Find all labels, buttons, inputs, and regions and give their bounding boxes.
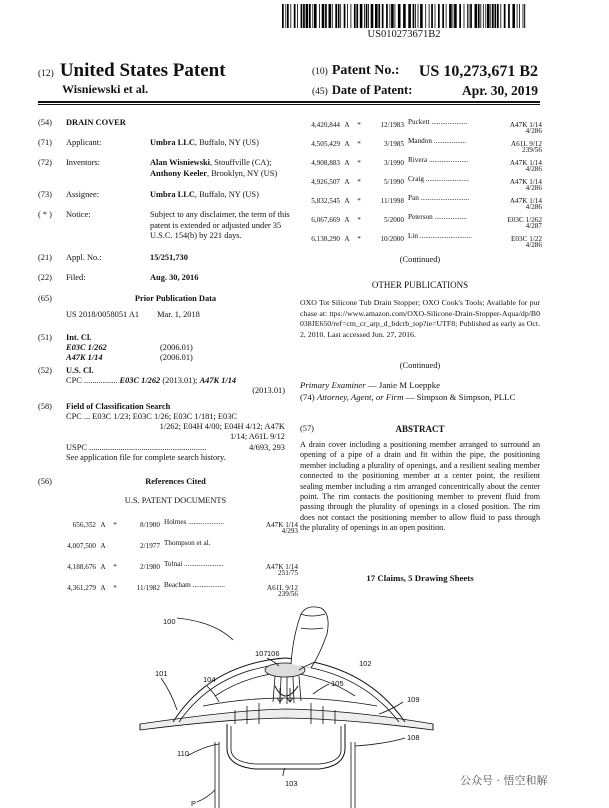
barcode-bar: [453, 4, 454, 28]
barcode-bar: [287, 4, 289, 28]
barcode-bar: [285, 4, 286, 28]
barcode-bar: [523, 4, 524, 28]
barcode-bar: [391, 4, 394, 28]
barcode-bar: [356, 4, 358, 28]
barcode-bar: [312, 4, 313, 28]
barcode-bar: [290, 4, 291, 28]
barcode-bar: [492, 4, 494, 28]
figure-label: 103: [285, 779, 298, 788]
barcode-bar: [297, 4, 298, 28]
barcode-bar: [431, 4, 433, 28]
reference-subclass: 4/286: [525, 127, 542, 135]
figure-label: 108: [407, 733, 420, 742]
barcode-bar: [347, 4, 348, 28]
barcode-bar: [378, 4, 380, 28]
barcode-bar: [519, 4, 520, 28]
barcode-bar: [314, 4, 317, 28]
figure-label: 109: [407, 695, 420, 704]
figure-label: 104: [203, 675, 216, 684]
barcode-bar: [395, 4, 396, 28]
figure-label: 100: [163, 617, 176, 626]
barcode-bar: [470, 4, 472, 28]
attorney: (74) Attorney, Agent, or Firm — Simpson & Simpson, PLLC: [300, 392, 516, 402]
figure-label: 106: [267, 649, 280, 658]
reference-subclass: 4/286: [525, 203, 542, 211]
barcode-bar: [504, 4, 506, 28]
other-publications-text: OXO Tot Silicone Tub Drain Stopper; OXO Cook's Tools; Available for purchase at: ttps://www.amazon.com/OXO-Silicone-Drain-Stopper-Aqua/dp/B0038JE650/ref=cm_cr_arp_d_bdcrb_top?ie=UTF8; Published as early as Oct. 2, 2010. Last accessed Jun. 27, 2016.: [300, 298, 540, 339]
barcode-bar: [338, 4, 340, 28]
barcode-bar: [386, 4, 388, 28]
figure-label: 102: [359, 659, 372, 668]
barcode-bar: [340, 4, 341, 28]
barcode-bar: [301, 4, 303, 28]
barcode-bar: [408, 4, 411, 28]
figure-label: P: [191, 799, 197, 808]
patent-date: Apr. 30, 2019: [461, 83, 538, 98]
barcode-bar: [351, 4, 352, 28]
barcode-bar: [375, 4, 378, 28]
other-publications-title: OTHER PUBLICATIONS: [371, 280, 469, 290]
barcode-bar: [354, 4, 356, 28]
patent-number: US 10,273,671 B2: [418, 63, 538, 80]
reference-subclass: 239/56: [278, 590, 298, 598]
reference-row: 656,352 A * 8/1900 Holmes .................... A47K 1/14: [72, 518, 298, 529]
barcode-bar: [464, 4, 465, 28]
reference-subclass: 4/286: [525, 241, 542, 249]
reference-row: 6,138,290 A * 10/2000 Lin ............................. E03C 1/22: [311, 232, 542, 243]
reference-row: 4,908,883 A * 3/1990 Rivera ...................... A47K 1/14: [311, 156, 542, 167]
barcode-bar: [306, 4, 309, 28]
barcode-bar: [512, 4, 515, 28]
reference-subclass: 4/293: [281, 527, 298, 535]
figure-label: 107: [255, 649, 268, 658]
invention-title: DRAIN COVER: [66, 118, 126, 127]
primary-examiner: Primary Examiner — Janie M Loeppke: [300, 380, 441, 390]
barcode-bar: [415, 4, 416, 28]
reference-row: 4,420,844 A * 12/1983 Puckett .................... A47K 1/14: [311, 118, 542, 129]
barcode-bar: [459, 4, 461, 28]
reference-row: 4,007,500 A 2/1977 Thompson et al.: [67, 539, 211, 550]
patent-date-line: (45) Date of Patent: Apr. 30, 2019: [312, 83, 538, 98]
barcode-bar: [487, 4, 490, 28]
barcode-bar: [508, 4, 510, 28]
reference-row: 4,505,429 A * 3/1985 Mandon .................. A61L 9/12: [311, 137, 542, 148]
drain-cover-drawing: [115, 606, 465, 808]
barcode-bar: [480, 4, 481, 28]
barcode-bar: [390, 4, 391, 28]
barcode-bar: [344, 4, 346, 28]
barcode-bar: [371, 4, 374, 28]
barcode-bar: [309, 4, 311, 28]
barcode-bar: [517, 4, 518, 28]
barcode-bar: [478, 4, 480, 28]
reference-subclass: 4/287: [525, 222, 542, 230]
barcode-bar: [294, 4, 296, 28]
barcode-bar: [322, 4, 325, 28]
barcode-bar: [469, 4, 470, 28]
barcode-bar: [418, 4, 419, 28]
reference-subclass: 4/286: [525, 165, 542, 173]
patent-number-line: (10) Patent No.: US 10,273,671 B2: [312, 63, 538, 80]
barcode-bar: [497, 4, 499, 28]
barcode-bar: [364, 4, 365, 28]
barcode-bar: [319, 4, 320, 28]
reference-row: 4,188,676 A * 2/1980 Tolnai ...................... A47K 1/14: [67, 560, 298, 571]
reference-subclass: 239/56: [522, 146, 542, 154]
header-rule: [38, 101, 540, 103]
barcode-bar: [413, 4, 415, 28]
barcode-bar: [449, 4, 452, 28]
reference-subclass: 4/286: [525, 184, 542, 192]
barcode-bar: [303, 4, 305, 28]
abstract-heading: (57) ABSTRACT: [300, 424, 445, 434]
barcode-bar: [420, 4, 423, 28]
barcode-bar: [360, 4, 363, 28]
barcode-bar: [446, 4, 447, 28]
figure-label: 105: [331, 679, 344, 688]
header-rule-thin: [38, 104, 540, 105]
claims-summary: 17 Claims, 5 Drawing Sheets: [366, 573, 474, 583]
barcode-bar: [382, 4, 384, 28]
reference-row: 4,361,279 A * 11/1982 Beacham .................. A61L 9/12: [67, 581, 298, 592]
barcode-bar: [368, 4, 369, 28]
barcode-bar: [403, 4, 406, 28]
barcode-bar: [438, 4, 440, 28]
reference-row: 6,067,669 A * 5/2000 Peterson .................. E03C 1/262: [311, 213, 542, 224]
reference-row: 4,926,507 A * 5/1990 Craig ........................ A47K 1/14: [311, 175, 542, 186]
continued-2: (Continued): [399, 361, 441, 370]
barcode-bar: [454, 4, 457, 28]
barcode-image: [282, 4, 526, 28]
continued-1: (Continued): [399, 255, 441, 264]
reference-subclass: 251/75: [278, 569, 298, 577]
barcode-bar: [332, 4, 333, 28]
barcode-bar: [398, 4, 401, 28]
barcode-bar: [483, 4, 484, 28]
barcode-bar: [282, 4, 284, 28]
barcode-bar: [485, 4, 486, 28]
reference-row: 5,832,545 A * 11/1998 Pan ........................... A47K 1/14: [311, 194, 542, 205]
patent-authors: Wisniewski et al.: [62, 82, 149, 96]
barcode-bar: [524, 4, 525, 28]
barcode-bar: [435, 4, 436, 28]
barcode-bar: [329, 4, 332, 28]
barcode-bar: [467, 4, 468, 28]
barcode-number: US010273671B2: [367, 29, 441, 40]
barcode-bar: [442, 4, 444, 28]
barcode-bar: [425, 4, 426, 28]
barcode-bar: [429, 4, 430, 28]
barcode-bar: [490, 4, 491, 28]
figure-label: 110: [177, 749, 189, 758]
figure-label: 101: [155, 669, 168, 678]
watermark: 公众号 · 悟空和解: [460, 774, 548, 787]
abstract-text: A drain cover including a positioning member arranged to surround an opening of a pipe of a drain and fit within the pipe, the positioning member including a plurality of openings, and a resilient sealing member connected to the positioning member at a center point, the resilient sealing member including a rim arranged concentrically about the center point. The rim contacts the positioning member to prevent fluid from passing through the plurality of openings in a closed position. The rim does not contact the positioning member to allow fluid to pass through the plurality of openings in an open position.: [300, 440, 540, 533]
patent-country-title: (12) United States Patent: [38, 60, 226, 81]
barcode-bar: [325, 4, 327, 28]
barcode-bar: [475, 4, 478, 28]
barcode-bar: [500, 4, 501, 28]
barcode-bar: [495, 4, 497, 28]
barcode-bar: [366, 4, 368, 28]
barcode-bar: [335, 4, 337, 28]
